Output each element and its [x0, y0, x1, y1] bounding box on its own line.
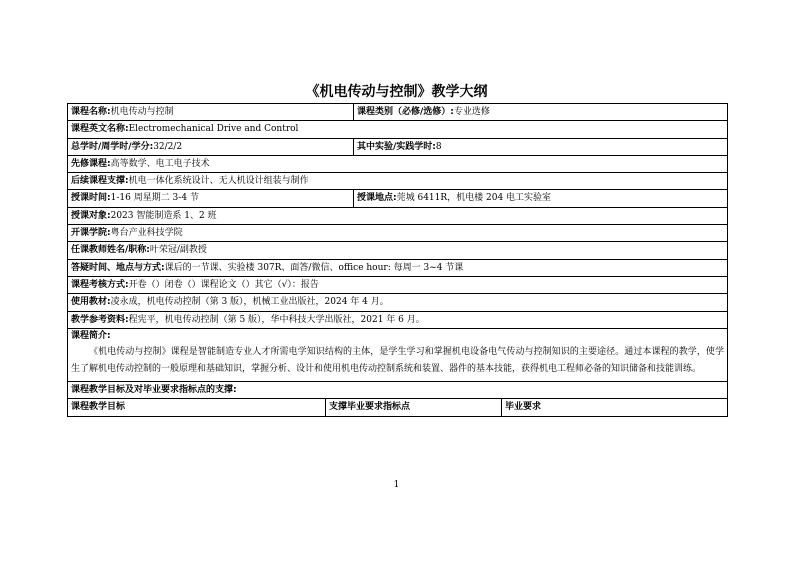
follow-value: 机电一体化系统设计、无人机设计组装与制作 [128, 176, 309, 187]
hours-label: 总学时/周学时/学分: [71, 141, 154, 152]
prereq-label: 先修课程: [71, 158, 111, 169]
table-row [68, 242, 727, 259]
table-row [68, 208, 727, 225]
exam-label: 课程考核方式: [71, 279, 129, 290]
table-row [68, 173, 727, 190]
place-label: 授课地点: [357, 193, 397, 204]
table-row [68, 121, 727, 138]
course-name-label: 课程名称: [71, 107, 111, 117]
course-intro-label: 课程简介: [71, 330, 111, 341]
course-intro-body: 《机电传动与控制》课程是智能制造专业人才所需电学知识结构的主体，是学生学习和掌握机电设备电气传动与控制知识的主要途径。通过本课程的教学，使学生了解机电传动控制的一般原理和基础知识，掌握分析、设计和使用机电传动控制系统和装置、器件的基本技能，获得机电工程师必备的知识储备和技能训练。 [71, 346, 724, 375]
table-row [68, 399, 727, 416]
teacher-label: 任课教师姓名/职称: [71, 245, 150, 256]
table-row [68, 277, 727, 294]
table-row [68, 225, 727, 242]
lab-hours-cell [354, 139, 727, 155]
hours-cell [68, 139, 354, 155]
english-name-value: Electromechanical Drive and Control [128, 124, 299, 135]
table-row [68, 382, 727, 399]
teacher-cell [68, 242, 210, 258]
course-intro-row [68, 329, 727, 382]
objectives-col-indicator: 支撑毕业要求指标点 [326, 399, 502, 416]
college-cell [68, 225, 186, 241]
textbook-value: 凌永成，机电传动控制（第 3 版），机械工业出版社，2024 年 4 月。 [110, 297, 389, 308]
syllabus-table [67, 103, 728, 417]
course-name-value: 机电传动与控制 [110, 107, 174, 117]
target-cell [68, 208, 220, 224]
hours-value: 32/2/2 [153, 141, 183, 152]
table-row [68, 139, 727, 156]
time-cell [68, 190, 354, 206]
time-value: 1-16 周星期二 3-4 节 [110, 193, 199, 204]
lab-hours-value: 8 [435, 141, 442, 152]
table-row [68, 156, 727, 173]
follow-label: 后续课程支撑: [71, 176, 129, 187]
teacher-value: 叶荣冠/副教授 [149, 245, 207, 256]
reference-value: 程宪平，机电传动控制（第 5 版），华中科技大学出版社，2021 年 6 月。 [128, 314, 425, 325]
follow-cell [68, 173, 312, 189]
table-row [68, 190, 727, 207]
table-row [68, 312, 727, 329]
english-name-label: 课程英文名称: [71, 124, 129, 135]
course-type-label: 课程类别（必修/选修）: [357, 107, 454, 117]
table-row [68, 104, 727, 121]
objectives-col-goal: 课程教学目标 [68, 399, 326, 416]
target-value: 2023 智能制造系 1、2 班 [110, 210, 217, 221]
college-label: 开课学院: [71, 228, 111, 239]
exam-cell [68, 277, 322, 293]
course-type-cell [354, 104, 727, 120]
reference-label: 教学参考资料: [71, 314, 129, 325]
reference-cell [68, 312, 428, 328]
objectives-header: 课程教学目标及对毕业要求指标点的支撑: [71, 384, 237, 395]
table-row [68, 260, 727, 277]
qa-label: 答疑时间、地点与方式: [71, 262, 165, 273]
place-value: 莞城 6411R，机电楼 204 电工实验室 [396, 193, 552, 204]
textbook-cell [68, 294, 392, 310]
place-cell [354, 190, 727, 206]
table-row [68, 294, 727, 311]
textbook-label: 使用教材: [71, 297, 111, 308]
prereq-value: 高等数学、电工电子技术 [110, 158, 210, 169]
course-name-cell [68, 104, 354, 120]
course-type-value: 专业选修 [453, 107, 490, 117]
time-label: 授课时间: [71, 193, 111, 204]
qa-value: 课后的一节课、实验楼 307R、面答/微信、office hour: 每周一 3~4 节课 [164, 262, 464, 273]
english-name-cell [68, 121, 301, 137]
exam-value: 开卷（）闭卷（）课程论文（）其它（√）：报告 [128, 279, 319, 290]
document-title: 《机电传动与控制》教学大纲 [305, 84, 488, 100]
target-label: 授课对象: [71, 210, 111, 221]
page-number: 1 [393, 480, 400, 490]
prereq-cell [68, 156, 213, 172]
lab-hours-label: 其中实验/实践学时: [357, 141, 436, 152]
qa-cell [68, 260, 466, 276]
objectives-col-requirement: 毕业要求 [505, 402, 542, 413]
college-value: 粤台产业科技学院 [110, 228, 183, 239]
